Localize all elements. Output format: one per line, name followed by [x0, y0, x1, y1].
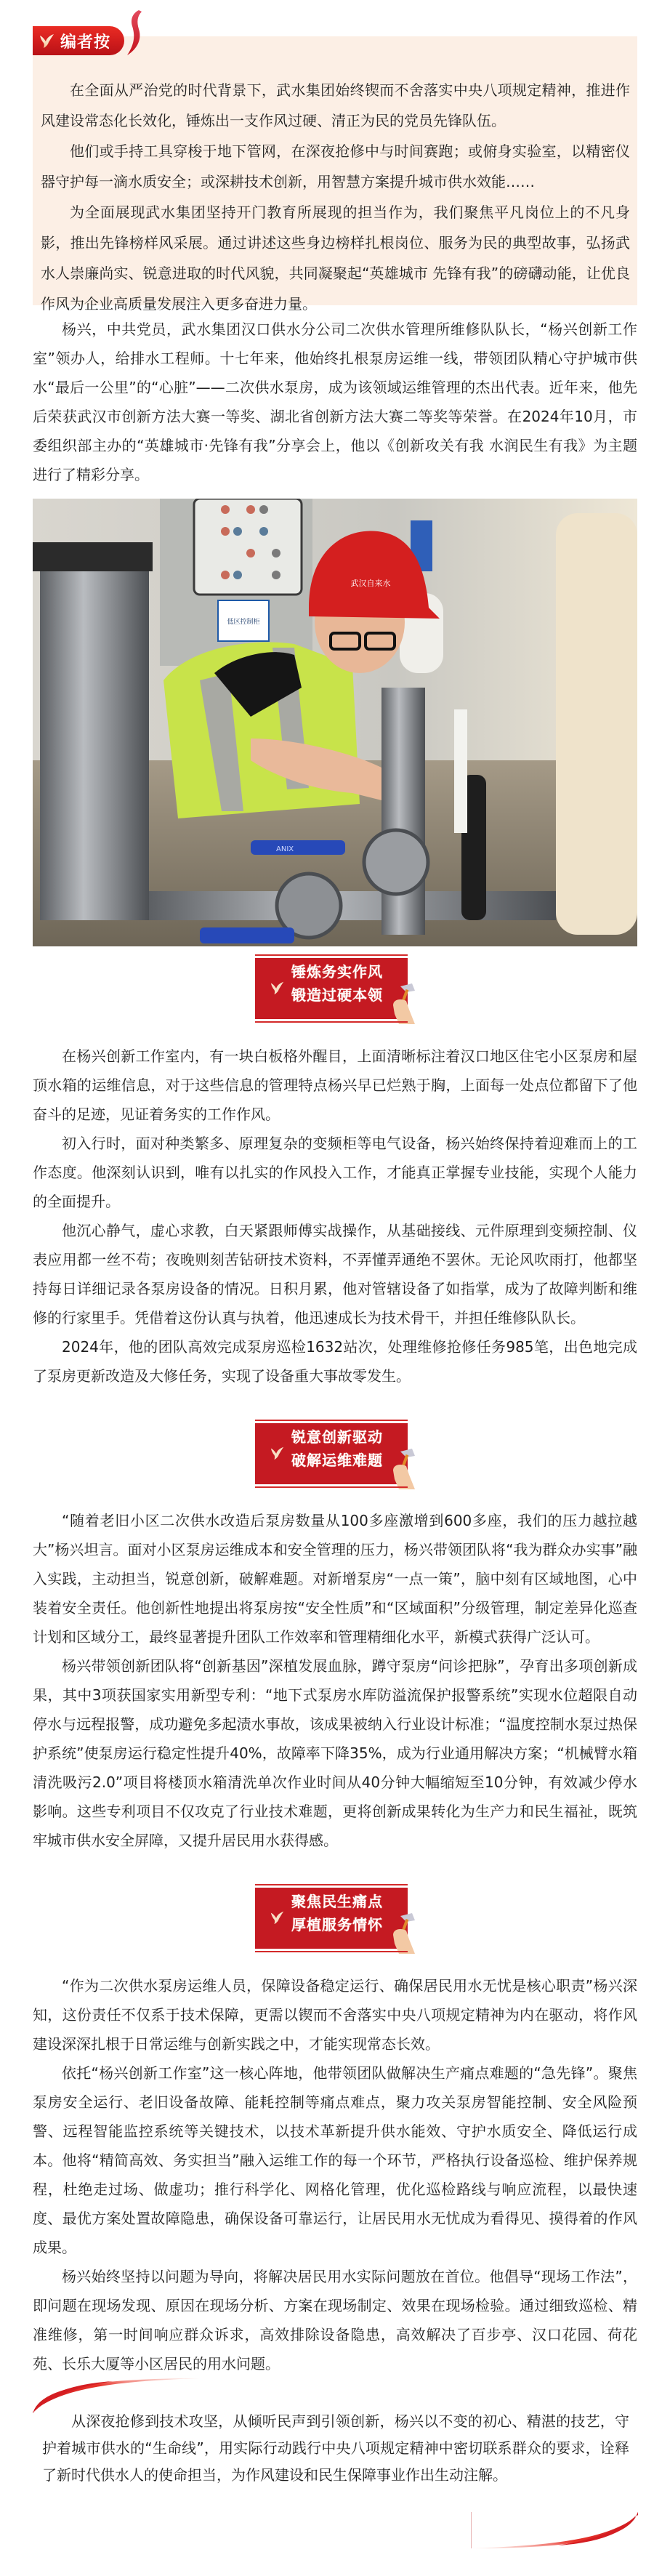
dove-icon — [270, 1444, 286, 1462]
section-header-2 — [255, 1420, 409, 1488]
section-paragraph: 杨兴带领创新团队将“创新基因”深植发展血脉，蹲守泵房“问诊把脉”，孕育出多项创新成果，其中3项获国家实用新型专利：“地下式泵房水库防溢流保护报警系统”实现水位超限自动停水与远程报警，成功避免多起渍水事故，该成果被纳入行业设计标准；“温度控制水泵过热保护系统”使泵房运行稳定性提升40%，故障率下降35%，成为行业通用解决方案；“机械臂水箱清洗吸污2.0”项目将楼顶水箱清洗单次作业时间从40分钟大幅缩短至10分钟，有效减少停水影响。这些专利项目不仅攻克了行业技术难题，更将创新成果转化为生产力和民生福祉，既筑牢城市供水安全屏障，又提升居民用水获得感。 — [33, 1657, 637, 1849]
closing-text — [42, 2408, 629, 2489]
divider — [255, 1884, 408, 1885]
pump-room-photo-illustration — [33, 499, 637, 946]
section-2-text — [33, 1506, 637, 1855]
section-paragraph: 杨兴始终坚持以问题为导向，将解决居民用水实际问题放在首位。他倡导“现场工作法”，即问题在现场发现、原因在现场分析、方案在现场制定、效果在现场检验。通过细致巡检、精准维修，第一时间响应群众诉求，高效排除设备隐患，高效解决了百步亭、汉口花园、荷花苑、长乐大厦等小区居民的用水问题。 — [33, 2268, 637, 2372]
section-header-3 — [255, 1884, 409, 1952]
editor-note-box — [33, 36, 637, 313]
svg-text:ANIX: ANIX — [276, 845, 294, 853]
section-header-1 — [255, 954, 409, 1023]
divider — [255, 954, 408, 956]
section-paragraph: 初入行时，面对种类繁多、原理复杂的变频柜等电气设备，杨兴始终保持着迎难而上的工作态度。他深刻认识到，唯有以扎实的作风投入工作，才能真正掌握专业技能，实现个人能力的全面提升。 — [33, 1135, 637, 1210]
svg-text:武汉自来水: 武汉自来水 — [350, 579, 391, 588]
hammer-fist-icon — [390, 983, 416, 1024]
editor-note-label: 编者按 — [60, 33, 111, 52]
dove-icon — [270, 979, 286, 997]
hammer-fist-icon — [390, 1913, 416, 1954]
section-3-text — [33, 1971, 637, 2378]
hammer-fist-icon — [390, 1449, 416, 1489]
dove-icon — [39, 32, 56, 49]
editor-note-paragraph: 他们或手持工具穿梭于地下管网，在深夜抢修中与时间赛跑；或俯身实验室，以精密仪器守护每一滴水质安全；或深耕技术创新，用智慧方案提升城市供水效能…… — [41, 142, 630, 190]
section-title-line-1: 锤炼务实作风 — [291, 963, 383, 981]
section-paragraph: 在杨兴创新工作室内，有一块白板格外醒目，上面清晰标注着汉口地区住宅小区泵房和屋顶水箱的运维信息，对于这些信息的管理特点杨兴早已烂熟于胸，上面每一处点位都留下了他奋斗的足迹，见证着务实的工作作风。 — [33, 1047, 637, 1123]
section-title-line-1: 锐意创新驱动 — [291, 1428, 383, 1446]
section-paragraph: 依托“杨兴创新工作室”这一核心阵地，他带领团队做解决生产痛点难题的“急先锋”。聚焦泵房安全运行、老旧设备故障、能耗控制等痛点难点，聚力攻关泵房智能控制、安全风险预警、远程智能监控系统等关键技术，以技术革新提升供水能效、守护水质安全、降低运行成本。他将“精简高效、务实担当”融入运维工作的每一个环节，严格执行设备巡检、维护保养规程，杜绝走过场、做虚功；推行科学化、网格化管理，优化巡检路线与响应流程，以最快速度、最优方案处置故障隐患，确保设备可靠运行，让居民用水无忧成为看得见、摸得着的作风成果。 — [33, 2064, 637, 2256]
dove-icon — [270, 1909, 286, 1926]
section-title-line-2: 厚植服务情怀 — [291, 1916, 383, 1933]
section-paragraph: 2024年，他的团队高效完成泵房巡检1632站次，处理维修抢修任务985笔，出色地完成了泵房更新改造及大修任务，实现了设备重大事故零发生。 — [33, 1338, 637, 1385]
section-title-line-2: 破解运维难题 — [291, 1452, 383, 1469]
worker-photo — [33, 499, 637, 946]
section-paragraph: “随着老旧小区二次供水改造后泵房数量从100多座激增到600多座，我们的压力越拉越大”杨兴坦言。面对小区泵房运维成本和安全管理的压力，杨兴带领团队将“我为群众办实事”融入实践，主动担当，锐意创新，破解难题。对新增泵房“一点一策”，脑中刻有区域地图，心中装着安全责任。他创新性地提出将泵房按“安全性质”和“区域面积”分级管理，制定差异化巡查计划和区域分工，最终显著提升团队工作效率和管理精细化水平，新模式获得广泛认可。 — [33, 1512, 637, 1646]
divider — [255, 1486, 408, 1488]
divider — [255, 1951, 408, 1952]
section-title-line-1: 聚焦民生痛点 — [291, 1893, 383, 1910]
section-paragraph: 他沉心静气，虚心求教，白天紧跟师傅实战操作，从基础接线、元件原理到变频控制、仪表应用都一丝不苟；夜晚则刻苦钻研技术资料，不弄懂弄通绝不罢休。无论风吹雨打，他都坚持每日详细记录各泵房设备的情况。日积月累，他对管辖设备了如指掌，成为了故障判断和维修的行家里手。凭借着这份认真与执着，他迅速成长为技术骨干，并担任维修队队长。 — [33, 1222, 637, 1327]
section-paragraph: “作为二次供水泵房运维人员，保障设备稳定运行、确保居民用水无忧是核心职责”杨兴深知，这份责任不仅系于技术保障，更需以锲而不舍落实中央八项规定精神为内在驱动，将作风建设深深扎根于日常运维与创新实践之中，才能实现常态长效。 — [33, 1977, 637, 2053]
section-title — [291, 1890, 386, 1936]
editor-note-paragraph: 为全面展现武水集团坚持开门教育所展现的担当作为，我们聚焦平凡岗位上的不凡身影，推出先锋榜样风采展。通过讲述这些身边榜样扎根岗位、服务为民的典型故事，弘扬武水人崇廉尚实、锐意进取的时代风貌，共同凝聚起“英雄城市 先锋有我”的磅礴动能，让优良作风为企业高质量发展注入更多奋进力量。 — [41, 204, 630, 313]
red-swoosh-decoration — [471, 2512, 638, 2550]
section-title-line-2: 锻造过硬本领 — [291, 986, 383, 1004]
section-title — [291, 1425, 386, 1472]
section-1-text — [33, 1042, 637, 1390]
editor-note-badge — [33, 26, 124, 55]
flame-ribbon-icon — [123, 10, 145, 57]
closing-paragraph: 从深夜抢修到技术攻坚，从倾听民声到引领创新，杨兴以不变的初心、精湛的技艺，守护着城市供水的“生命线”，用实际行动践行中央八项规定精神中密切联系群众的要求，诠释了新时代供水人的使命担当，为作风建设和民生保障事业作出生动注解。 — [42, 2412, 629, 2484]
section-title — [291, 960, 386, 1007]
editor-note-paragraph: 在全面从严治党的时代背景下，武水集团始终锲而不舍落实中央八项规定精神，推进作风建设常态化长效化，锤炼出一支作风过硬、清正为民的党员先锋队伍。 — [41, 81, 630, 129]
divider — [255, 1420, 408, 1421]
intro-text — [33, 315, 637, 489]
divider — [255, 1021, 408, 1023]
intro-paragraph: 杨兴，中共党员，武水集团汉口供水分公司二次供水管理所维修队队长，“杨兴创新工作室”领办人，给排水工程师。十七年来，他始终扎根泵房运维一线，带领团队精心守护城市供水“最后一公里”的“心脏”——二次供水泵房，成为该领域运维管理的杰出代表。近年来，他先后荣获武汉市创新方法大赛一等奖、湖北省创新方法大赛二等奖等荣誉。在2024年10月，市委组织部主办的“英雄城市·先锋有我”分享会上，他以《创新攻关有我 水润民生有我》为主题进行了精彩分享。 — [33, 321, 637, 483]
svg-text:低区控制柜: 低区控制柜 — [227, 619, 260, 626]
